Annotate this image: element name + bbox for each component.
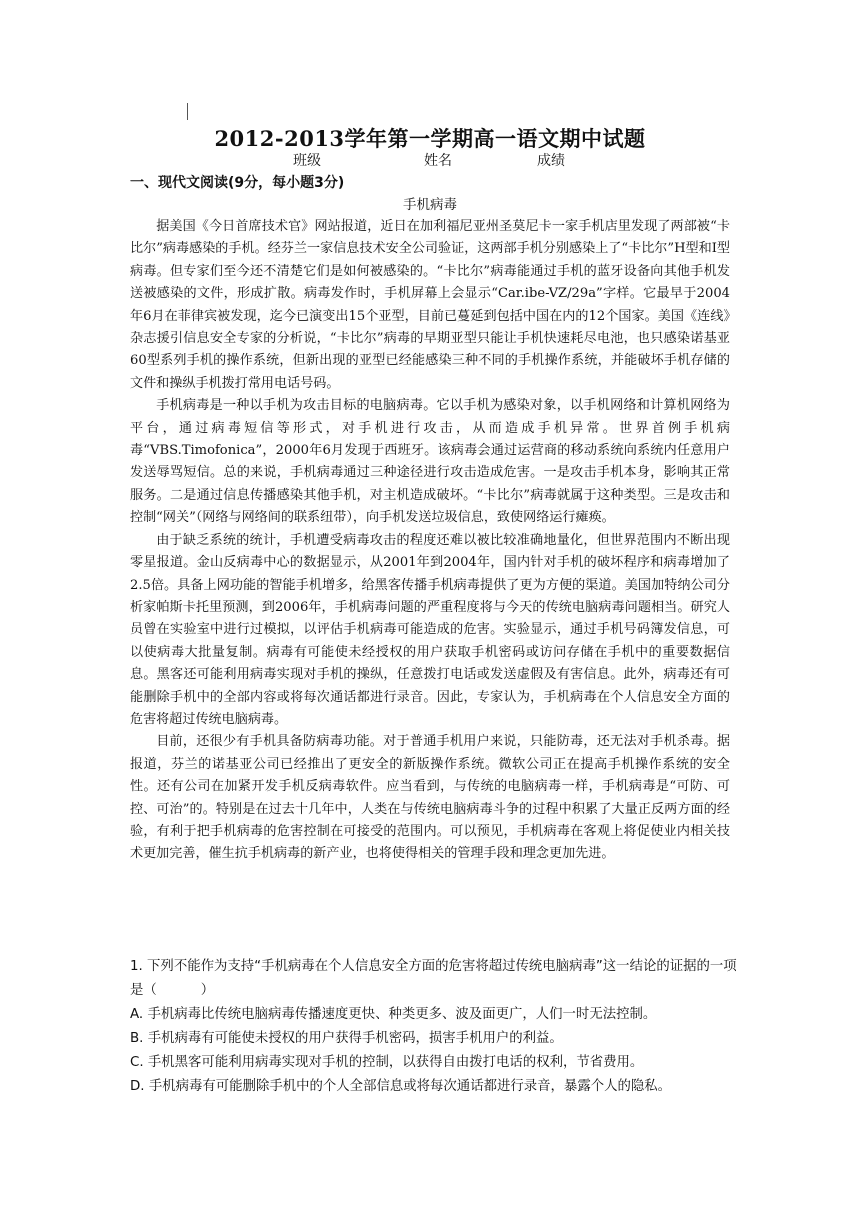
section-heading: 一、现代文阅读(9分，每小题3分) xyxy=(130,175,345,191)
option-a: A. 手机病毒比传统电脑病毒传播速度更快、种类更多、波及面更广，人们一时无法控制。 xyxy=(130,1007,657,1022)
exam-title: 2012-2013学年第一学期高一语文期中试题 xyxy=(214,126,646,151)
question-stem-end: ） xyxy=(200,983,215,998)
article-paragraph-4: 目前，还很少有手机具备防病毒功能。对于普通手机用户来说，只能防毒，还无法对手机杀毒。据报道，芬兰的诺基亚公司已经推出了更安全的新版操作系统。微软公司正在提高手机操作系统的安全性。还有公司在加紧开发手机反病毒软件。应当看到，与传统的电脑病毒一样，手机病毒是“可防、可控、可治”的。特别是在过去十几年中，人类在与传统电脑病毒斗争的过程中积累了大量正反两方面的经验，有利于把手机病毒的危害控制在可接受的范围内。可以预见，手机病毒在客观上将促使业内相关技术更加完善，催生抗手机病毒的新产业，也将使得相关的管理手段和理念更加先进。 xyxy=(130,734,730,862)
question-1 xyxy=(130,955,740,1099)
option-d: D. 手机病毒有可能删除手机中的个人全部信息或将每次通话都进行录音，暴露个人的隐私。 xyxy=(130,1079,672,1094)
class-label: 班级 xyxy=(293,153,321,169)
article-body xyxy=(130,216,730,866)
article-paragraph-3: 由于缺乏系统的统计，手机遭受病毒攻击的程度还难以被比较准确地量化，但世界范围内不断出现零星报道。金山反病毒中心的数据显示，从2001年到2004年，国内针对手机的破坏程序和病毒增加了2.5倍。具备上网功能的智能手机增多，给黑客传播手机病毒提供了更为方便的渠道。美国加特纳公司分析家帕斯卡托里预测，到2006年，手机病毒问题的严重程度将与今天的传统电脑病毒问题相当。研究人员曾在实验室中进行过模拟，以评估手机病毒可能造成的危害。实验显示，通过手机号码簿发信息，可以使病毒大批量复制。病毒有可能使未经授权的用户获取手机密码或访问存储在手机中的重要数据信息。黑客还可能利用病毒实现对手机的操纵，任意拨打电话或发送虚假及有害信息。此外，病毒还有可能删除手机中的全部内容或将每次通话都进行录音。因此，专家认为，手机病毒在个人信息安全方面的危害将超过传统电脑病毒。 xyxy=(130,532,730,727)
option-c: C. 手机黑客可能利用病毒实现对手机的控制，以获得自由拨打电话的权利，节省费用。 xyxy=(130,1055,644,1070)
article-paragraph-1: 据美国《今日首席技术官》网站报道，近日在加利福尼亚州圣莫尼卡一家手机店里发现了两部被“卡比尔”病毒感染的手机。经芬兰一家信息技术安全公司验证，这两部手机分别感染上了“卡比尔”H型和I型病毒。但专家们至今还不清楚它们是如何被感染的。“卡比尔”病毒能通过手机的蓝牙设备向其他手机发送被感染的文件，形成扩散。病毒发作时，手机屏幕上会显示“Car.ibe-VZ/29a”字样。它最早于2004年6月在菲律宾被发现，迄今已演变出15个亚型，目前已蔓延到包括中国在内的12个国家。美国《连线》杂志援引信息安全专家的分析说，“卡比尔”病毒的早期亚型只能让手机快速耗尽电池，也只感染诺基亚60型系列手机的操作系统，但新出现的亚型已经能感染三种不同的手机操作系统，并能破坏手机存储的文件和操纵手机拨打常用电话号码。 xyxy=(130,219,730,391)
name-label: 姓名 xyxy=(424,153,452,169)
question-stem xyxy=(130,955,740,1003)
article-paragraph-2: 手机病毒是一种以手机为攻击目标的电脑病毒。它以手机为感染对象，以手机网络和计算机网络为平台，通过病毒短信等形式，对手机进行攻击，从而造成手机异常。世界首例手机病毒“VBS.Timofonica”，2000年6月发现于西班牙。该病毒会通过运营商的移动系统向系统内任意用户发送辱骂短信。总的来说，手机病毒通过三种途径进行攻击造成危害。一是攻击手机本身，影响其正常服务。二是通过信息传播感染其他手机，对主机造成破坏。“卡比尔”病毒就属于这种类型。三是攻击和控制“网关”（网络与网络间的联系纽带），向手机发送垃圾信息，致使网络运行瘫痪。 xyxy=(130,398,730,526)
option-b: B. 手机病毒有可能使未授权的用户获得手机密码，损害手机用户的利益。 xyxy=(130,1031,563,1046)
question-stem-text: 1. 下列不能作为支持“手机病毒在个人信息安全方面的危害将超过传统电脑病毒”这一结论的证据的一项是（ xyxy=(130,959,737,998)
score-label: 成绩 xyxy=(537,153,565,169)
article-title: 手机病毒 xyxy=(403,197,457,213)
text-cursor-mark xyxy=(187,103,188,120)
